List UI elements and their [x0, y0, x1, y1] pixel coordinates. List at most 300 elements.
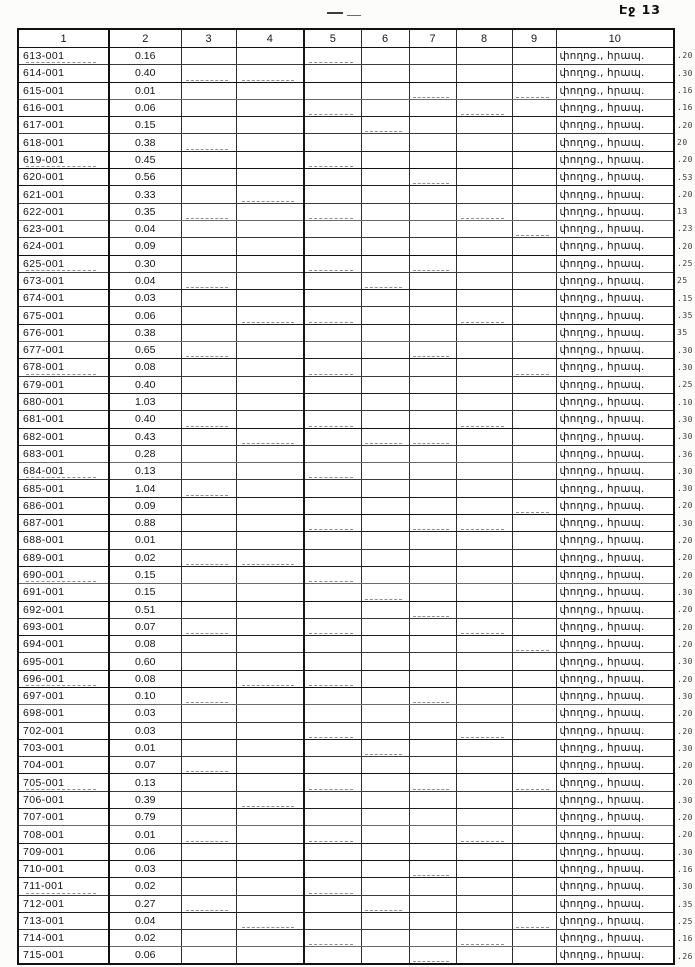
row-note-cell: փողոց., հրապ. — [556, 584, 674, 601]
row-note-cell: փողոց., հրապ. — [556, 860, 674, 877]
margin-mark: .30 — [677, 847, 693, 857]
table-row — [18, 151, 674, 168]
empty-cell — [304, 757, 361, 774]
empty-cell — [236, 895, 304, 912]
margin-mark: .30 — [677, 795, 693, 805]
empty-cell — [181, 809, 236, 826]
table-row — [18, 324, 674, 341]
table-row — [18, 532, 674, 549]
table-row — [18, 272, 674, 289]
empty-cell — [236, 324, 304, 341]
row-code-cell: 620-001 — [18, 169, 109, 186]
empty-cell — [456, 393, 512, 410]
row-value-cell: 0.45 — [109, 151, 181, 168]
table-row — [18, 117, 674, 134]
row-value-cell: 0.10 — [109, 687, 181, 704]
empty-cell — [409, 411, 456, 428]
empty-cell — [304, 272, 361, 289]
row-note-cell: փողոց., հրապ. — [556, 411, 674, 428]
empty-cell — [512, 895, 556, 912]
row-value-cell: 0.01 — [109, 739, 181, 756]
margin-mark: .30 — [677, 362, 693, 372]
empty-cell — [512, 428, 556, 445]
row-value-cell: 0.65 — [109, 342, 181, 359]
empty-cell — [304, 99, 361, 116]
row-value-cell: 0.35 — [109, 203, 181, 220]
empty-cell — [361, 878, 409, 895]
empty-cell — [456, 930, 512, 947]
table-row — [18, 290, 674, 307]
table-row — [18, 791, 674, 808]
empty-cell — [456, 151, 512, 168]
empty-cell — [456, 515, 512, 532]
row-note-cell: փողոց., հրապ. — [556, 220, 674, 237]
row-code-cell: 702-001 — [18, 722, 109, 739]
row-value-cell: 0.60 — [109, 653, 181, 670]
empty-cell — [456, 428, 512, 445]
empty-cell — [456, 134, 512, 151]
row-code-cell: 623-001 — [18, 220, 109, 237]
empty-cell — [456, 307, 512, 324]
row-note-cell: փողոց., հրապ. — [556, 670, 674, 687]
table-row — [18, 895, 674, 912]
empty-cell — [304, 220, 361, 237]
margin-mark: .30 — [677, 345, 693, 355]
empty-cell — [181, 376, 236, 393]
empty-cell — [456, 445, 512, 462]
row-value-cell: 0.40 — [109, 376, 181, 393]
empty-cell — [181, 186, 236, 203]
table-row — [18, 255, 674, 272]
empty-cell — [512, 566, 556, 583]
empty-cell — [409, 428, 456, 445]
empty-cell — [181, 428, 236, 445]
row-value-cell: 0.06 — [109, 307, 181, 324]
empty-cell — [181, 670, 236, 687]
row-note-cell: փողոց., հրապ. — [556, 826, 674, 843]
row-note-cell: փողոց., հրապ. — [556, 843, 674, 860]
row-value-cell: 0.02 — [109, 930, 181, 947]
empty-cell — [409, 636, 456, 653]
empty-cell — [361, 947, 409, 964]
row-value-cell: 0.03 — [109, 722, 181, 739]
row-value-cell: 0.56 — [109, 169, 181, 186]
table-row — [18, 774, 674, 791]
empty-cell — [236, 307, 304, 324]
row-note-cell: փողոց., հրապ. — [556, 186, 674, 203]
row-note-cell: փողոց., հրապ. — [556, 169, 674, 186]
empty-cell — [512, 532, 556, 549]
empty-cell — [304, 428, 361, 445]
empty-cell — [361, 636, 409, 653]
empty-cell — [361, 809, 409, 826]
margin-mark: .16 — [677, 865, 693, 874]
empty-cell — [236, 878, 304, 895]
empty-cell — [304, 549, 361, 566]
margin-mark: .25 — [677, 380, 693, 390]
empty-cell — [304, 860, 361, 877]
empty-cell — [409, 169, 456, 186]
row-note-cell: փողոց., հրապ. — [556, 791, 674, 808]
table-row — [18, 809, 674, 826]
row-note-cell: փողոց., հրապ. — [556, 618, 674, 635]
row-note-cell: փողոց., հրապ. — [556, 324, 674, 341]
empty-cell — [361, 895, 409, 912]
margin-mark: .16 — [677, 103, 693, 113]
empty-cell — [304, 843, 361, 860]
row-code-cell: 712-001 — [18, 895, 109, 912]
margin-mark: .30 — [677, 68, 693, 78]
empty-cell — [409, 791, 456, 808]
row-note-cell: փողոց., հրապ. — [556, 895, 674, 912]
empty-cell — [236, 342, 304, 359]
empty-cell — [456, 99, 512, 116]
row-value-cell: 0.88 — [109, 515, 181, 532]
empty-cell — [181, 757, 236, 774]
empty-cell — [409, 497, 456, 514]
row-note-cell: փողոց., հրապ. — [556, 117, 674, 134]
row-note-cell: փողոց., հրապ. — [556, 203, 674, 220]
empty-cell — [181, 791, 236, 808]
empty-cell — [304, 601, 361, 618]
margin-mark: .20 — [677, 830, 693, 840]
empty-cell — [409, 584, 456, 601]
empty-cell — [361, 791, 409, 808]
column-header-4: 4 — [236, 29, 304, 48]
empty-cell — [236, 290, 304, 307]
empty-cell — [236, 463, 304, 480]
empty-cell — [409, 705, 456, 722]
empty-cell — [456, 411, 512, 428]
column-header-8: 8 — [456, 29, 512, 48]
empty-cell — [456, 65, 512, 82]
empty-cell — [409, 342, 456, 359]
row-value-cell: 0.01 — [109, 532, 181, 549]
row-code-cell: 616-001 — [18, 99, 109, 116]
row-note-cell: փողոց., հրապ. — [556, 878, 674, 895]
column-header-3: 3 — [181, 29, 236, 48]
table-row — [18, 238, 674, 255]
empty-cell — [236, 203, 304, 220]
empty-cell — [181, 497, 236, 514]
empty-cell — [236, 480, 304, 497]
empty-cell — [409, 99, 456, 116]
empty-cell — [236, 636, 304, 653]
empty-cell — [456, 324, 512, 341]
row-value-cell: 0.02 — [109, 878, 181, 895]
row-note-cell: փողոց., հրապ. — [556, 290, 674, 307]
empty-cell — [236, 411, 304, 428]
empty-cell — [304, 878, 361, 895]
empty-cell — [456, 238, 512, 255]
margin-mark: .30 — [677, 657, 693, 667]
margin-mark: .16 — [677, 85, 693, 95]
empty-cell — [512, 930, 556, 947]
empty-cell — [512, 290, 556, 307]
empty-cell — [512, 445, 556, 462]
empty-cell — [181, 618, 236, 635]
empty-cell — [409, 290, 456, 307]
row-code-cell: 624-001 — [18, 238, 109, 255]
empty-cell — [456, 82, 512, 99]
empty-cell — [512, 843, 556, 860]
empty-cell — [409, 532, 456, 549]
empty-cell — [236, 705, 304, 722]
empty-cell — [512, 342, 556, 359]
empty-cell — [361, 912, 409, 929]
empty-cell — [361, 445, 409, 462]
margin-mark: .20 — [677, 570, 693, 580]
empty-cell — [361, 307, 409, 324]
empty-cell — [512, 653, 556, 670]
empty-cell — [512, 860, 556, 877]
empty-cell — [236, 151, 304, 168]
empty-cell — [361, 584, 409, 601]
row-code-cell: 682-001 — [18, 428, 109, 445]
empty-cell — [181, 515, 236, 532]
empty-cell — [409, 134, 456, 151]
empty-cell — [456, 255, 512, 272]
empty-cell — [409, 878, 456, 895]
empty-cell — [512, 255, 556, 272]
empty-cell — [361, 480, 409, 497]
row-value-cell: 0.30 — [109, 255, 181, 272]
empty-cell — [304, 791, 361, 808]
empty-cell — [456, 584, 512, 601]
empty-cell — [181, 532, 236, 549]
margin-mark: .20 — [677, 501, 693, 511]
margin-mark: .30 — [677, 588, 693, 597]
margin-mark: .20 — [677, 189, 693, 199]
empty-cell — [361, 566, 409, 583]
row-value-cell: 0.38 — [109, 324, 181, 341]
empty-cell — [456, 774, 512, 791]
empty-cell — [361, 463, 409, 480]
table-row — [18, 411, 674, 428]
empty-cell — [304, 290, 361, 307]
margin-mark: .20 — [677, 155, 693, 165]
row-code-cell: 675-001 — [18, 307, 109, 324]
empty-cell — [512, 497, 556, 514]
row-code-cell: 614-001 — [18, 65, 109, 82]
empty-cell — [512, 549, 556, 566]
empty-cell — [361, 532, 409, 549]
row-note-cell: փողոց., հրապ. — [556, 947, 674, 964]
empty-cell — [181, 722, 236, 739]
row-code-cell: 694-001 — [18, 636, 109, 653]
empty-cell — [236, 393, 304, 410]
row-code-cell: 713-001 — [18, 912, 109, 929]
row-code-cell: 625-001 — [18, 255, 109, 272]
empty-cell — [361, 290, 409, 307]
empty-cell — [409, 117, 456, 134]
row-value-cell: 0.08 — [109, 636, 181, 653]
empty-cell — [512, 878, 556, 895]
row-value-cell: 0.06 — [109, 947, 181, 964]
empty-cell — [456, 48, 512, 65]
empty-cell — [304, 515, 361, 532]
empty-cell — [304, 809, 361, 826]
empty-cell — [361, 393, 409, 410]
empty-cell — [236, 601, 304, 618]
empty-cell — [181, 65, 236, 82]
empty-cell — [181, 238, 236, 255]
row-code-cell: 695-001 — [18, 653, 109, 670]
empty-cell — [409, 895, 456, 912]
empty-cell — [456, 860, 512, 877]
empty-cell — [512, 272, 556, 289]
empty-cell — [361, 428, 409, 445]
table-row — [18, 376, 674, 393]
empty-cell — [456, 809, 512, 826]
empty-cell — [456, 117, 512, 134]
empty-cell — [236, 48, 304, 65]
empty-cell — [361, 757, 409, 774]
row-code-cell: 692-001 — [18, 601, 109, 618]
empty-cell — [361, 774, 409, 791]
row-code-cell: 617-001 — [18, 117, 109, 134]
margin-mark: 25 — [677, 276, 688, 286]
table-row — [18, 566, 674, 583]
row-value-cell: 0.06 — [109, 99, 181, 116]
empty-cell — [512, 376, 556, 393]
empty-cell — [181, 687, 236, 704]
empty-cell — [512, 757, 556, 774]
empty-cell — [456, 497, 512, 514]
margin-mark: .36 — [677, 449, 693, 459]
row-note-cell: փողոց., հրապ. — [556, 497, 674, 514]
table-row — [18, 705, 674, 722]
row-value-cell: 0.15 — [109, 117, 181, 134]
empty-cell — [409, 809, 456, 826]
margin-mark: .10 — [677, 397, 693, 407]
empty-cell — [512, 220, 556, 237]
row-value-cell: 0.09 — [109, 497, 181, 514]
empty-cell — [304, 82, 361, 99]
empty-cell — [304, 393, 361, 410]
margin-mark: .53 — [677, 172, 693, 182]
empty-cell — [456, 757, 512, 774]
empty-cell — [304, 670, 361, 687]
empty-cell — [456, 739, 512, 756]
empty-cell — [456, 342, 512, 359]
empty-cell — [304, 584, 361, 601]
margin-mark: .20 — [677, 241, 693, 251]
row-code-cell: 679-001 — [18, 376, 109, 393]
column-header-6: 6 — [361, 29, 409, 48]
row-code-cell: 676-001 — [18, 324, 109, 341]
empty-cell — [409, 186, 456, 203]
margin-mark: .25 — [677, 916, 693, 926]
margin-mark: .20 — [677, 674, 693, 684]
table-row — [18, 480, 674, 497]
row-note-cell: փողոց., հրապ. — [556, 359, 674, 376]
row-code-cell: 674-001 — [18, 290, 109, 307]
empty-cell — [512, 636, 556, 653]
empty-cell — [409, 653, 456, 670]
empty-cell — [456, 826, 512, 843]
empty-cell — [456, 186, 512, 203]
row-value-cell: 0.08 — [109, 359, 181, 376]
empty-cell — [409, 376, 456, 393]
margin-mark: .30 — [677, 414, 693, 424]
margin-mark: .15 — [677, 293, 693, 303]
empty-cell — [236, 549, 304, 566]
empty-cell — [512, 48, 556, 65]
empty-cell — [361, 48, 409, 65]
empty-cell — [409, 601, 456, 618]
empty-cell — [304, 826, 361, 843]
row-note-cell: փողոց., հրապ. — [556, 809, 674, 826]
empty-cell — [456, 169, 512, 186]
empty-cell — [361, 134, 409, 151]
empty-cell — [512, 82, 556, 99]
row-note-cell: փողոց., հրապ. — [556, 376, 674, 393]
table-row — [18, 48, 674, 65]
empty-cell — [456, 791, 512, 808]
empty-cell — [181, 878, 236, 895]
empty-cell — [512, 99, 556, 116]
row-value-cell: 0.38 — [109, 134, 181, 151]
empty-cell — [409, 739, 456, 756]
empty-cell — [236, 722, 304, 739]
row-code-cell: 705-001 — [18, 774, 109, 791]
margin-mark: .20 — [677, 813, 693, 823]
empty-cell — [361, 238, 409, 255]
empty-cell — [304, 722, 361, 739]
empty-cell — [304, 566, 361, 583]
row-value-cell: 0.03 — [109, 290, 181, 307]
row-note-cell: փողոց., հրապ. — [556, 549, 674, 566]
empty-cell — [181, 117, 236, 134]
empty-cell — [181, 99, 236, 116]
empty-cell — [361, 342, 409, 359]
empty-cell — [512, 411, 556, 428]
empty-cell — [304, 134, 361, 151]
empty-cell — [409, 826, 456, 843]
empty-cell — [512, 65, 556, 82]
row-code-cell: 622-001 — [18, 203, 109, 220]
empty-cell — [361, 324, 409, 341]
empty-cell — [512, 791, 556, 808]
empty-cell — [304, 774, 361, 791]
empty-cell — [512, 947, 556, 964]
empty-cell — [456, 359, 512, 376]
empty-cell — [456, 722, 512, 739]
margin-mark: .20 — [677, 605, 693, 615]
margin-mark: .20 — [677, 120, 693, 130]
empty-cell — [361, 272, 409, 289]
table-row — [18, 636, 674, 653]
table-row — [18, 722, 674, 739]
row-value-cell: 0.27 — [109, 895, 181, 912]
row-note-cell: փողոց., հրապ. — [556, 445, 674, 462]
empty-cell — [456, 203, 512, 220]
empty-cell — [304, 48, 361, 65]
empty-cell — [409, 930, 456, 947]
row-value-cell: 0.28 — [109, 445, 181, 462]
empty-cell — [409, 549, 456, 566]
empty-cell — [236, 99, 304, 116]
margin-mark: .30 — [677, 743, 693, 753]
empty-cell — [181, 930, 236, 947]
margin-mark: .25 — [677, 259, 693, 269]
empty-cell — [512, 117, 556, 134]
row-value-cell: 0.79 — [109, 809, 181, 826]
column-header-10: 10 — [556, 29, 674, 48]
empty-cell — [181, 636, 236, 653]
empty-cell — [456, 290, 512, 307]
